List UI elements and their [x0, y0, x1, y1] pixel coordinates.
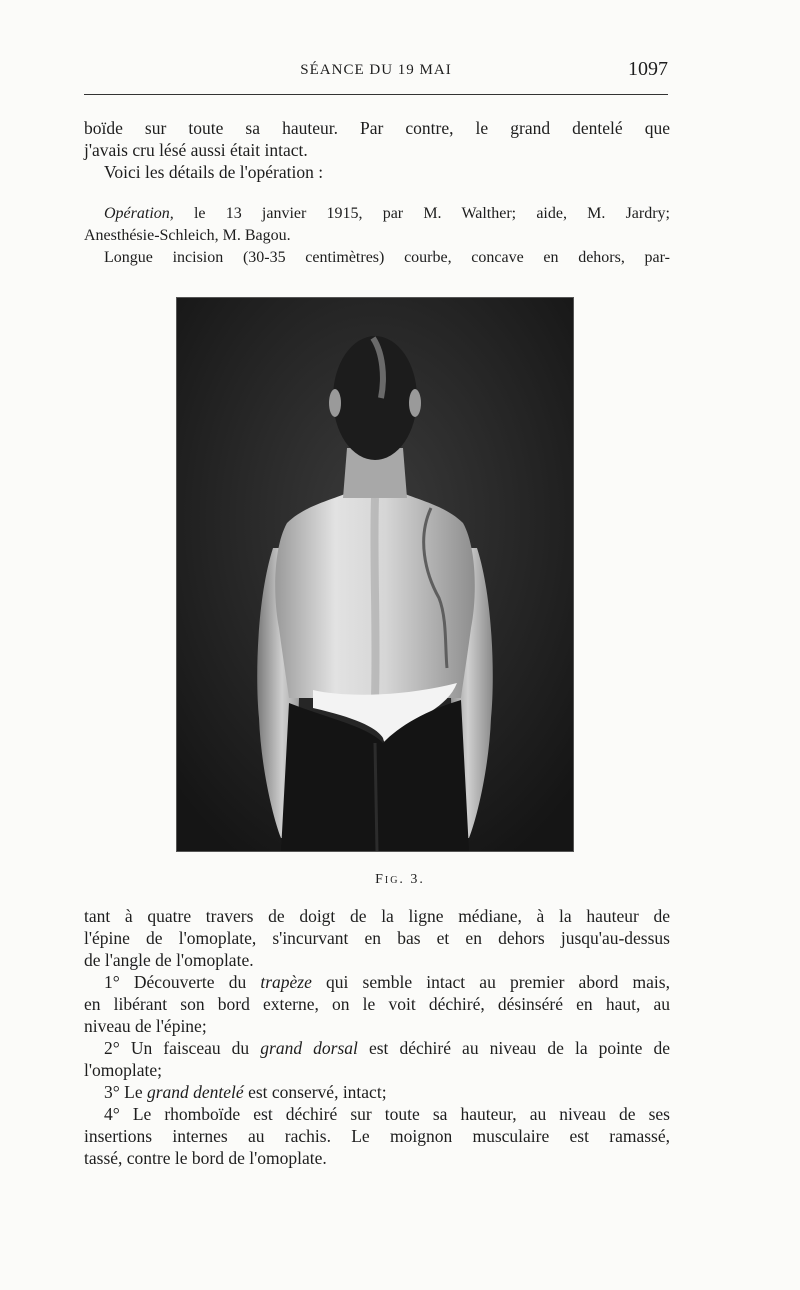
emphasis: grand dentelé — [146, 1082, 244, 1102]
list-item: 4° Le rhomboïde est déchiré sur toute sa hauteur, au niveau de ses — [104, 1104, 670, 1124]
top-text-block — [84, 117, 670, 269]
list-item: 1° Découverte du trapèze qui semble intact au premier abord mais, — [104, 972, 670, 992]
text-line: tant à quatre travers de doigt de la ligne médiane, à la hauteur de — [84, 906, 670, 926]
emphasis: grand dorsal — [260, 1038, 358, 1058]
emphasis: Opération, — [104, 205, 174, 222]
back-photo-illustration — [177, 298, 573, 851]
text-line: Anesthésie-Schleich, M. Bagou. — [84, 227, 291, 244]
bottom-text-block — [84, 905, 670, 1169]
text-line: tassé, contre le bord de l'omoplate. — [84, 1148, 327, 1168]
text-line: l'omoplate; — [84, 1060, 162, 1080]
running-head: SÉANCE DU 19 MAI — [300, 62, 452, 78]
page-number: 1097 — [628, 58, 668, 80]
text-line: j'avais cru lésé aussi était intact. — [84, 140, 308, 160]
emphasis: trapèze — [260, 972, 312, 992]
list-item: 3° Le grand dentelé est conservé, intact; — [104, 1082, 387, 1102]
page-header — [84, 58, 668, 84]
text-line: Voici les détails de l'opération : — [104, 162, 324, 182]
text-line: en libérant son bord externe, on le voit déchiré, désinséré en haut, au — [84, 994, 670, 1014]
text-line: Longue incision (30-35 centimètres) courbe, concave en dehors, par- — [104, 249, 670, 266]
figure-caption: Fig. 3. — [375, 872, 425, 887]
text-line: niveau de l'épine; — [84, 1016, 207, 1036]
text-line: l'épine de l'omoplate, s'incurvant en bas et en dehors jusqu'au-dessus — [84, 928, 670, 948]
text-line: de l'angle de l'omoplate. — [84, 950, 254, 970]
text-line: boïde sur toute sa hauteur. Par contre, le grand dentelé que — [84, 118, 670, 138]
figure-photograph — [176, 297, 574, 852]
text-line: Opération, le 13 janvier 1915, par M. Walther; aide, M. Jardry; — [104, 205, 670, 222]
text-line: insertions internes au rachis. Le moignon musculaire est ramassé, — [84, 1126, 670, 1146]
header-rule — [84, 94, 668, 95]
list-item: 2° Un faisceau du grand dorsal est déchiré au niveau de la pointe de — [104, 1038, 670, 1058]
